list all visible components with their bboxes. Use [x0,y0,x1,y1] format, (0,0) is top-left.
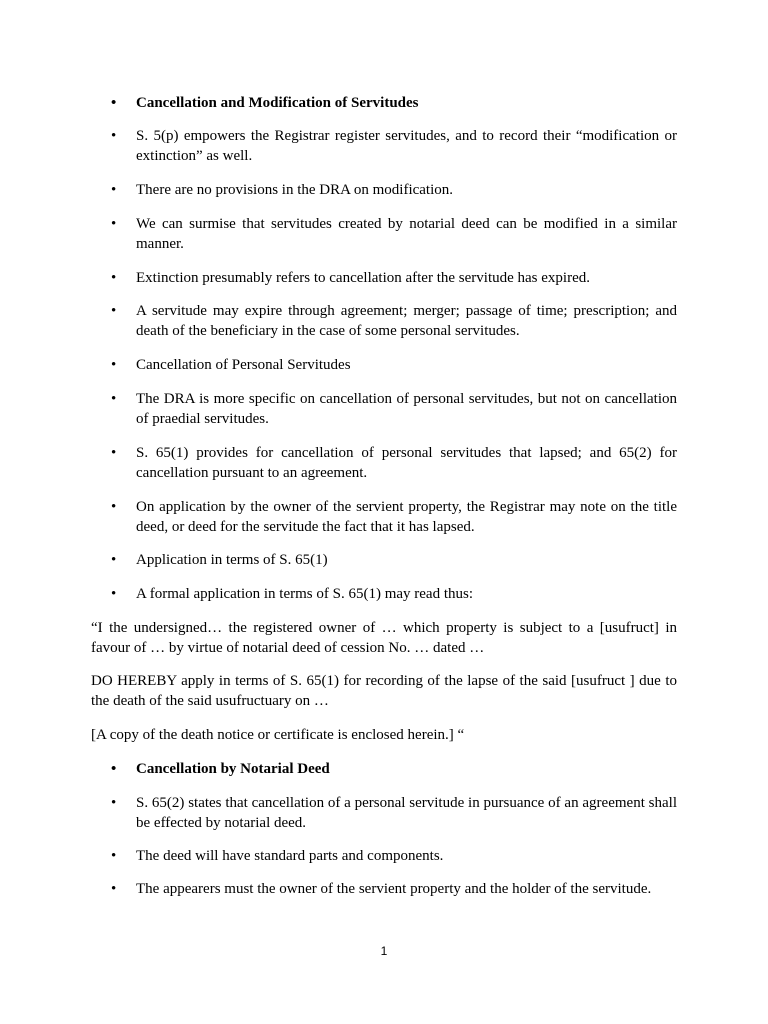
quote-paragraph: [A copy of the death notice or certificate is enclosed herein.] “ [91,727,465,743]
bullet-icon: • [111,552,117,568]
bullet-icon: • [111,303,117,319]
bullet-icon: • [111,216,117,232]
quote-paragraph: “I the undersigned… the registered owner of … which property is subject to a [usufruct] in favour of … by virtue of notarial deed of cession No. … dated … [91,620,677,656]
bullet-icon: • [111,270,117,286]
list-item-text: A servitude may expire through agreement; merger; passage of time; prescription; and death of the beneficiary in the case of some personal servitudes. [136,303,677,339]
list-item-text: Cancellation of Personal Servitudes [136,357,351,373]
list-item-text: On application by the owner of the servient property, the Registrar may note on the title deed, or deed for the servitude the fact that it has lapsed. [136,499,677,535]
list-item-text: Application in terms of S. 65(1) [136,552,328,568]
list-item-text: A formal application in terms of S. 65(1) may read thus: [136,586,474,602]
bullet-icon: • [111,95,117,111]
bullet-icon: • [111,357,117,373]
list-item-text: The deed will have standard parts and components. [136,848,444,864]
bullet-icon: • [111,445,117,461]
page-number: 1 [380,944,388,958]
list-item-text: S. 5(p) empowers the Registrar register servitudes, and to record their “modification or extinction” as well. [136,128,677,164]
bullet-icon: • [111,128,117,144]
bullet-icon: • [111,586,117,602]
bullet-icon: • [111,761,117,777]
bullet-icon: • [111,391,117,407]
quote-paragraph: DO HEREBY apply in terms of S. 65(1) for recording of the lapse of the said [usufruct ] due to the death of the said usufructuary on … [91,673,677,709]
bullet-icon: • [111,848,117,864]
list-item-text: The appearers must the owner of the servient property and the holder of the servitude. [136,881,652,897]
bullet-icon: • [111,795,117,811]
list-item-text: Extinction presumably refers to cancellation after the servitude has expired. [136,270,590,286]
bullet-icon: • [111,881,117,897]
bullet-icon: • [111,182,117,198]
list-item-text: The DRA is more specific on cancellation of personal servitudes, but not on cancellation of praedial servitudes. [136,391,677,427]
list-item-text: S. 65(2) states that cancellation of a personal servitude in pursuance of an agreement shall be effected by notarial deed. [136,795,677,831]
section-heading: Cancellation by Notarial Deed [136,761,330,777]
list-item-text: There are no provisions in the DRA on modification. [136,182,454,198]
section-heading: Cancellation and Modification of Servitudes [136,95,419,111]
bullet-icon: • [111,499,117,515]
list-item-text: We can surmise that servitudes created by notarial deed can be modified in a similar manner. [136,216,677,252]
list-item-text: S. 65(1) provides for cancellation of personal servitudes that lapsed; and 65(2) for cancellation pursuant to an agreement. [136,445,677,481]
